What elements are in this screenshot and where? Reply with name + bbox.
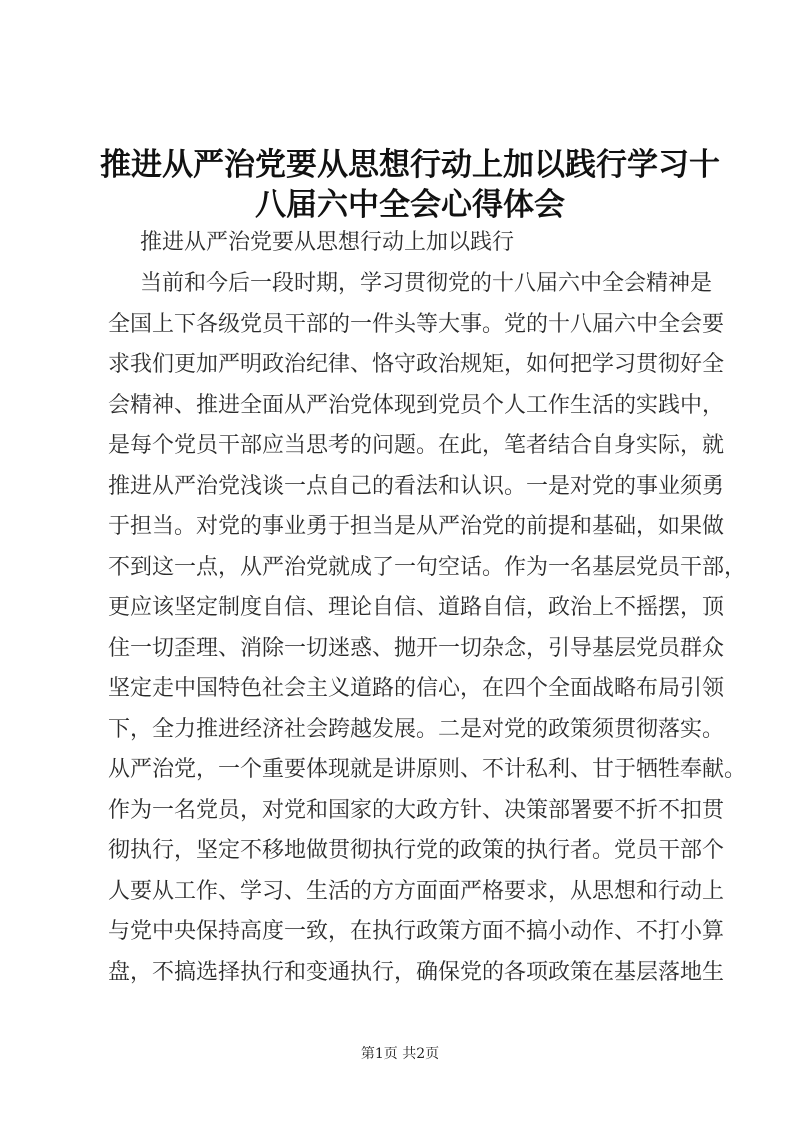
body-text-line: 求我们更加严明政治纪律、恪守政治规矩，如何把学习贯彻好全: [108, 352, 725, 377]
document-title-line-1: 推进从严治党要从思想行动上加以践行学习十: [100, 147, 720, 183]
body-text-line: 下，全力推进经济社会跨越发展。二是对党的政策须贯彻落实。: [108, 716, 725, 742]
body-text-line: 人要从工作、学习、生活的方方面面严格要求，从思想和行动上: [108, 878, 725, 904]
body-text-line: 住一切歪理、消除一切迷惑、抛开一切杂念，引导基层党员群众: [108, 635, 725, 661]
body-text-line: 会精神、推进全面从严治党体现到党员个人工作生活的实践中，: [108, 392, 725, 418]
body-text-line: 是每个党员干部应当思考的问题。在此，笔者结合自身实际，就: [108, 433, 725, 458]
body-text-line: 全国上下各级党员干部的一件头等大事。党的十八届六中全会要: [108, 311, 725, 337]
body-text-line: 更应该坚定制度自信、理论自信、道路自信，政治上不摇摆，顶: [108, 595, 725, 620]
body-text-line: 当前和今后一段时期，学习贯彻党的十八届六中全会精神是: [140, 271, 713, 296]
body-text-line: 彻执行，坚定不移地做贯彻执行党的政策的执行者。党员干部个: [108, 838, 725, 863]
body-text-line: 从严治党，一个重要体现就是讲原则、不计私利、甘于牺牲奉献。: [108, 757, 747, 782]
body-text-line: 推进从严治党浅谈一点自己的看法和认识。一是对党的事业须勇: [108, 473, 725, 499]
body-text-line: 与党中央保持高度一致，在执行政策方面不搞小动作、不打小算: [108, 919, 725, 944]
body-text-line: 作为一名党员，对党和国家的大政方针、决策部署要不折不扣贯: [108, 797, 725, 823]
document-title-line-2: 八届六中全会心得体会: [255, 187, 565, 223]
body-text-line: 于担当。对党的事业勇于担当是从严治党的前提和基础，如果做: [108, 514, 725, 539]
page-number-footer: 第1页 共2页: [360, 1046, 440, 1062]
document-subtitle: 推进从严治党要从思想行动上加以践行: [140, 230, 515, 255]
body-text-line: 不到这一点，从严治党就成了一句空话。作为一名基层党员干部，: [108, 554, 747, 580]
body-text-line: 坚定走中国特色社会主义道路的信心，在四个全面战略布局引领: [108, 676, 725, 701]
body-text-line: 盘，不搞选择执行和变通执行，确保党的各项政策在基层落地生: [108, 959, 725, 985]
